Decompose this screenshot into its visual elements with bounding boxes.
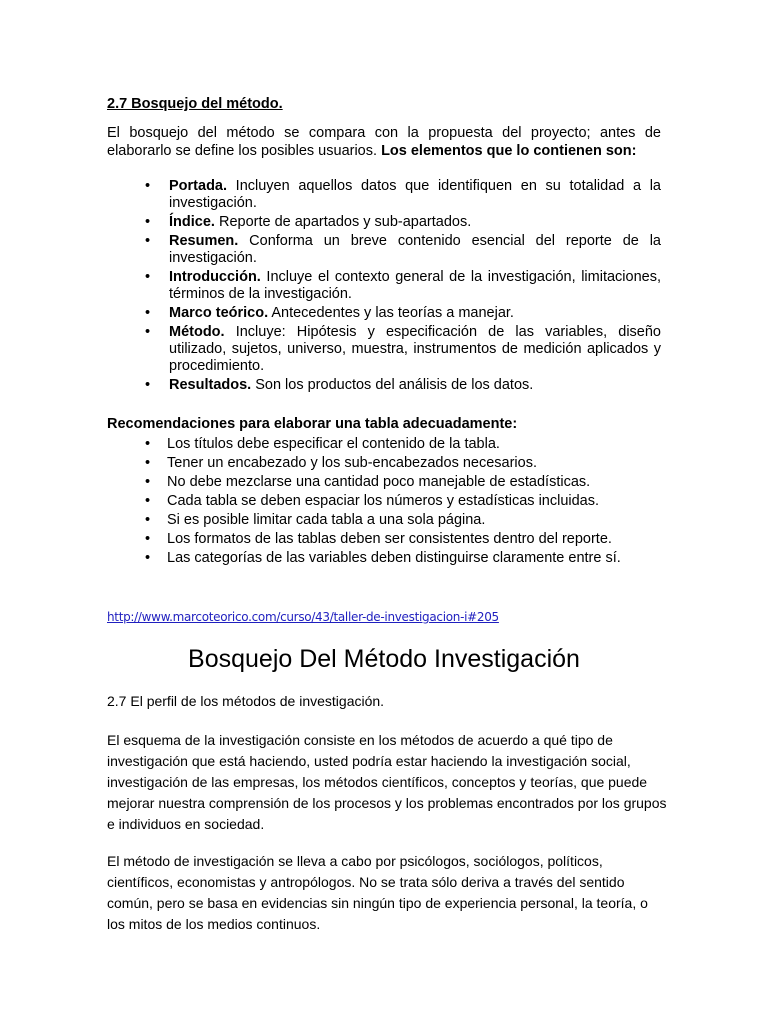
list-item [107,492,667,511]
bullet-icon: • [145,550,151,566]
element-term: Índice. [169,214,215,230]
bullet-icon: • [145,178,151,194]
article-title: Bosquejo Del Método Investigación [188,645,580,673]
element-term: Introducción. [169,269,261,285]
list-item [107,511,667,530]
recommendation-text: Las categorías de las variables deben distinguirse claramente entre sí. [167,550,621,566]
list-item [107,269,661,303]
bullet-icon: • [145,455,151,471]
element-desc: Son los productos del análisis de los datos. [251,377,534,393]
bullet-icon: • [145,436,151,452]
element-desc: Incluye: Hipótesis y especificación de las variables, diseño utilizado, sujetos, universo, muestra, instrumentos de medición aplicados y procedimiento. [169,324,661,374]
element-term: Resumen. [169,233,239,249]
list-item [107,473,667,492]
bullet-icon: • [145,324,151,340]
list-item [107,435,667,454]
intro-text: El bosquejo del método se compara con la propuesta del proyecto; antes de elaborarlo se define los posibles usuarios. [107,125,661,159]
element-term: Método. [169,324,225,340]
recommendation-text: No debe mezclarse una cantidad poco manejable de estadísticas. [167,474,591,490]
recommendation-text: Si es posible limitar cada tabla a una sola página. [167,512,486,528]
bullet-icon: • [145,214,151,230]
element-desc: Reporte de apartados y sub-apartados. [214,214,472,230]
list-item [107,233,661,267]
elements-list [107,178,661,396]
list-item [107,549,667,568]
bullet-icon: • [145,512,151,528]
recommendations-list [107,435,667,568]
list-item [107,454,667,473]
element-term: Resultados. [169,377,252,393]
article-paragraph-2: El método de investigación se lleva a cabo por psicólogos, sociólogos, políticos, científicos, economistas y antropólogos. No se trata sólo deriva a través del sentido común, pero se basa en evidencias sin ningún tipo de experiencia personal, la teoría, o los mitos de los medios continuos. [107,853,648,932]
element-desc: Antecedentes y las teorías a manejar. [268,305,514,321]
list-item [107,305,661,322]
element-term: Marco teórico. [169,305,269,321]
recommendations-title: Recomendaciones para elaborar una tabla adecuadamente: [107,416,518,432]
recommendation-text: Tener un encabezado y los sub-encabezados necesarios. [167,455,537,471]
list-item [107,178,661,212]
section-intro [107,124,661,160]
element-desc: Conforma un breve contenido esencial del reporte de la investigación. [169,233,661,266]
list-item [107,530,667,549]
article-paragraph-1: El esquema de la investigación consiste en los métodos de acuerdo a qué tipo de investigación que está haciendo, usted podría estar haciendo la investigación social, investigación de las empresas, los métodos científicos, conceptos y teorías, que puede mejorar nuestra comprensión de los procesos y los problemas encontrados por los grupos e individuos en sociedad. [107,732,667,832]
list-item [107,377,661,394]
bullet-icon: • [145,531,151,547]
recommendation-text: Los formatos de las tablas deben ser consistentes dentro del reporte. [167,531,612,547]
section-title: 2.7 Bosquejo del método. [107,96,283,112]
bullet-icon: • [145,474,151,490]
element-term: Portada. [169,178,228,194]
list-item [107,214,661,231]
bullet-icon: • [145,233,151,249]
bullet-icon: • [145,493,151,509]
recommendation-text: Los títulos debe especificar el contenido de la tabla. [167,436,500,452]
element-desc: Incluye el contexto general de la investigación, limitaciones, términos de la investigación. [169,269,661,302]
article-subtitle: 2.7 El perfil de los métodos de investigación. [107,693,385,709]
element-desc: Incluyen aquellos datos que identifiquen en su totalidad a la investigación. [169,178,661,211]
list-item [107,324,661,375]
intro-bold-text: Los elementos que lo contienen son: [381,143,637,159]
bullet-icon: • [145,377,151,393]
bullet-icon: • [145,305,151,321]
source-link[interactable]: http://www.marcoteorico.com/curso/43/taller-de-investigacion-i#205 [107,610,499,624]
bullet-icon: • [145,269,151,285]
recommendation-text: Cada tabla se deben espaciar los números y estadísticas incluidas. [167,493,600,509]
